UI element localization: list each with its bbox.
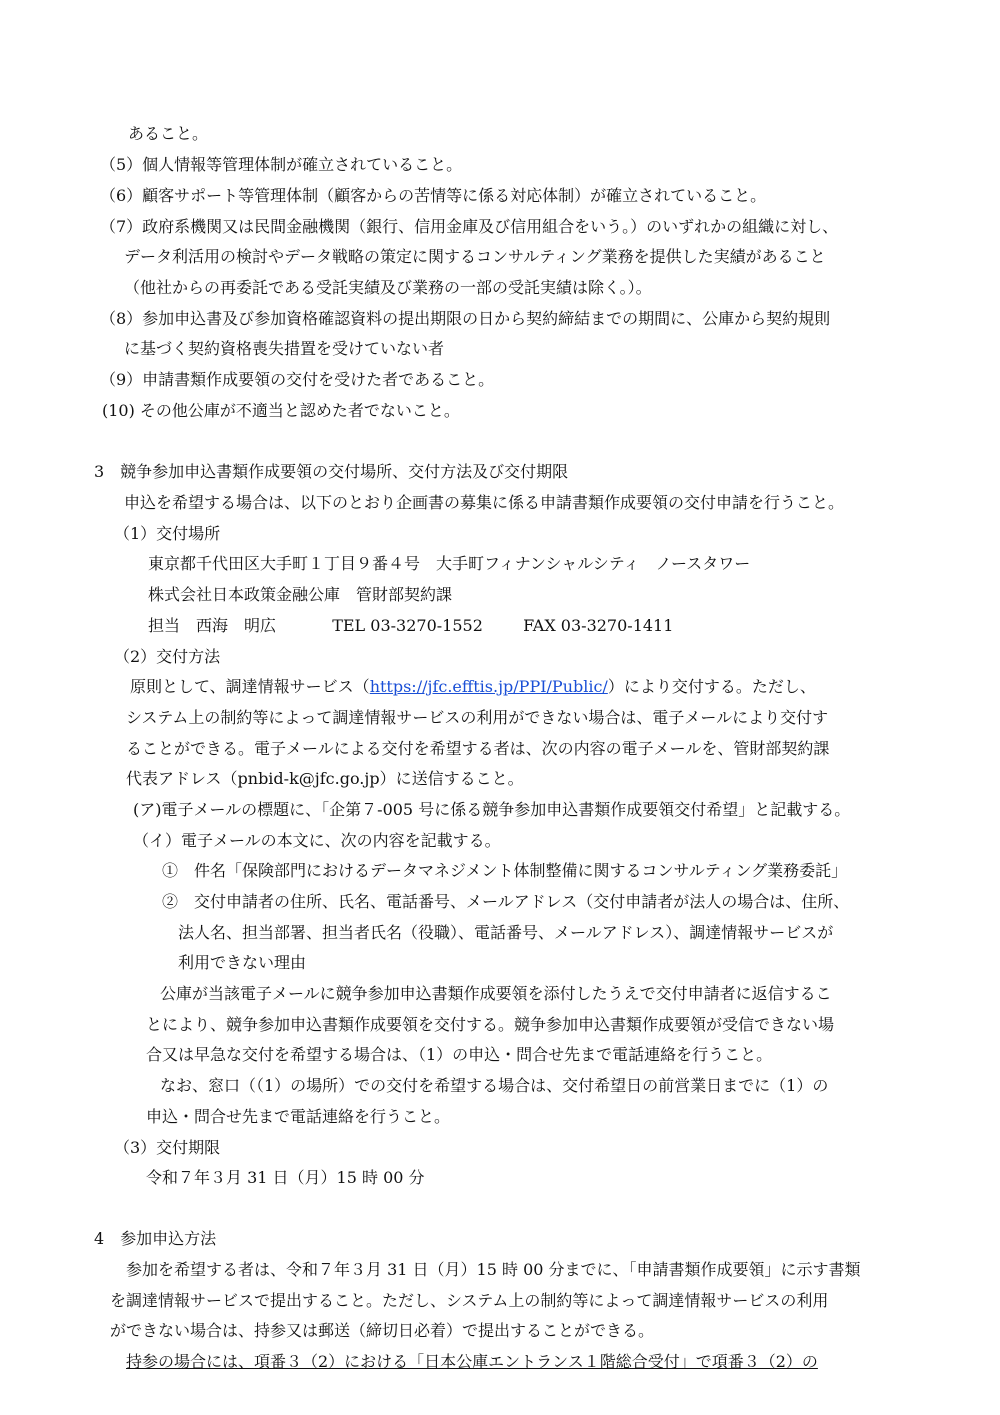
paragraph-line: 申込を希望する場合は、以下のとおり企画書の募集に係る申請書類作成要領の交付申請を行うこと。 (124, 493, 845, 512)
paragraph-line: 合又は早急な交付を希望する場合は、（1）の申込・問合せ先まで電話連絡を行うこと。 (146, 1045, 773, 1064)
paragraph-line: ができない場合は、持参又は郵送（締切日必着）で提出することができる。 (110, 1321, 655, 1340)
list-item: (10) その他公庫が不適当と認めた者でないこと。 (102, 401, 460, 420)
paragraph-line: なお、窓口（（1）の場所）での交付を希望する場合は、交付希望日の前営業日までに（1）の (160, 1076, 829, 1095)
paragraph-line: 申込・問合せ先まで電話連絡を行うこと。 (146, 1107, 451, 1126)
procurement-service-link[interactable]: https://jfc.efftis.jp/PPI/Public/ (369, 677, 608, 696)
paragraph-line: を調達情報サービスで提出すること。ただし、システム上の制約等によって調達情報サービスの利用 (110, 1291, 829, 1310)
paragraph-text: 原則として、調達情報サービス（ (130, 677, 370, 696)
text-line: あること。 (128, 124, 209, 143)
paragraph-line (130, 677, 816, 697)
organization-line: 株式会社日本政策金融公庫 管財部契約課 (148, 585, 453, 604)
paragraph-line: 代表アドレス（pnbid-k@jfc.go.jp）に送信すること。 (126, 769, 524, 788)
paragraph-line: ることができる。電子メールによる交付を希望する者は、次の内容の電子メールを、管財部契約課 (126, 739, 830, 758)
paragraph-text: ）により交付する。ただし、 (607, 677, 816, 696)
subsection-heading: （2）交付方法 (114, 647, 221, 666)
paragraph-line: とにより、競争参加申込書類作成要領を交付する。競争参加申込書類作成要領が受信できない場 (146, 1015, 835, 1034)
list-item: (ア)電子メールの標題に、「企第７-005 号に係る競争参加申込書類作成要領交付希望」と記載する。 (133, 800, 851, 819)
deadline-line: 令和７年３月 31 日（月）15 時 00 分 (146, 1168, 425, 1187)
address-line: 東京都千代田区大手町１丁目９番４号 大手町フィナンシャルシティ ノースタワー (148, 554, 751, 573)
list-item: ① 件名「保険部門におけるデータマネジメント体制整備に関するコンサルティング業務委託」 (162, 861, 848, 880)
list-item: （8）参加申込書及び参加資格確認資料の提出期限の日から契約締結までの期間に、公庫から契約規則 (100, 309, 831, 328)
list-item: （9）申請書類作成要領の交付を受けた者であること。 (100, 370, 495, 389)
list-item: （5）個人情報等管理体制が確立されていること。 (100, 155, 463, 174)
contact-line (148, 616, 673, 636)
list-item: （7）政府系機関又は民間金融機関（銀行、信用金庫及び信用組合をいう。）のいずれかの組織に対し、 (100, 217, 839, 236)
text-line: （他社からの再委託である受託実績及び業務の一部の受託実績は除く。）。 (124, 278, 652, 297)
list-item: （6）顧客サポート等管理体制（顧客からの苦情等に係る対応体制）が確立されていること。 (100, 186, 767, 205)
text-line: に基づく契約資格喪失措置を受けていない者 (124, 339, 445, 358)
contact-phone: TEL 03-3270-1552 (332, 616, 483, 635)
text-line: 利用できない理由 (178, 953, 307, 972)
list-item: （イ）電子メールの本文に、次の内容を記載する。 (133, 831, 501, 850)
contact-fax: FAX 03-3270-1411 (523, 616, 674, 635)
subsection-heading: （3）交付期限 (114, 1138, 221, 1157)
text-line: データ利活用の検討やデータ戦略の策定に関するコンサルティング業務を提供した実績があること (124, 247, 826, 266)
section-heading: 3 競争参加申込書類作成要領の交付場所、交付方法及び交付期限 (94, 462, 569, 481)
contact-person: 担当 西海 明広 (148, 616, 277, 635)
paragraph-line: 公庫が当該電子メールに競争参加申込書類作成要領を添付したうえで交付申請者に返信するこ (160, 984, 832, 1003)
underlined-paragraph-line: 持参の場合には、項番３（2）における「日本公庫エントランス１階総合受付」で項番３（2）の (126, 1352, 818, 1371)
list-item: ② 交付申請者の住所、氏名、電話番号、メールアドレス（交付申請者が法人の場合は、住所、 (162, 892, 850, 911)
paragraph-line: 参加を希望する者は、令和７年３月 31 日（月）15 時 00 分までに、「申請書類作成要領」に示す書類 (126, 1260, 861, 1279)
section-heading: 4 参加申込方法 (94, 1229, 217, 1248)
paragraph-line: システム上の制約等によって調達情報サービスの利用ができない場合は、電子メールにより交付す (126, 708, 829, 727)
text-line: 法人名、担当部署、担当者氏名（役職）、電話番号、メールアドレス）、調達情報サービスが (178, 923, 834, 942)
subsection-heading: （1）交付場所 (114, 524, 221, 543)
